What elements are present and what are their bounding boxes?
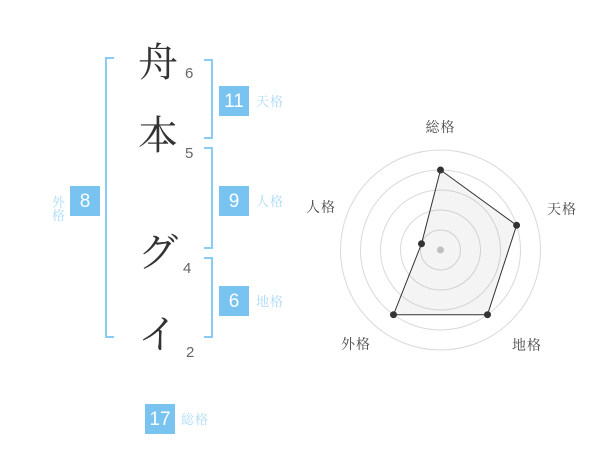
radar-data-point bbox=[484, 311, 491, 318]
gaikaku-value-badge: 8 bbox=[70, 186, 100, 216]
radar-axis-label-5: 人格 bbox=[306, 199, 336, 215]
tenkaku-bracket bbox=[204, 59, 213, 139]
radar-data-point bbox=[418, 240, 425, 247]
radar-axis-label-4: 外格 bbox=[341, 336, 371, 352]
name-char-4: イ bbox=[138, 313, 178, 357]
tenkaku-label: 天格 bbox=[256, 94, 285, 109]
stroke-count-4: 2 bbox=[186, 344, 195, 361]
radar-data-polygon bbox=[394, 170, 517, 315]
stroke-count-3: 4 bbox=[183, 260, 192, 277]
tenkaku-value-badge: 11 bbox=[219, 86, 249, 116]
radar-center-dot bbox=[437, 247, 444, 254]
jinkaku-label: 人格 bbox=[256, 194, 285, 209]
soukaku-label: 総格 bbox=[181, 412, 210, 427]
chikaku-bracket bbox=[204, 257, 213, 338]
radar-chart-container bbox=[295, 110, 595, 370]
radar-data-point bbox=[437, 167, 444, 174]
radar-data-point bbox=[513, 222, 520, 229]
soukaku-value-badge: 17 bbox=[145, 404, 175, 434]
name-char-1: 舟 bbox=[138, 41, 178, 85]
jinkaku-bracket bbox=[204, 147, 213, 249]
stroke-count-2: 5 bbox=[185, 145, 194, 162]
radar-axis-label-3: 地格 bbox=[512, 337, 542, 353]
stroke-count-1: 6 bbox=[185, 65, 194, 82]
chikaku-label: 地格 bbox=[256, 294, 285, 309]
radar-axis-label-2: 天格 bbox=[547, 201, 577, 217]
jinkaku-value-badge: 9 bbox=[219, 186, 249, 216]
chikaku-value-badge: 6 bbox=[219, 286, 249, 316]
radar-data-point bbox=[390, 311, 397, 318]
name-char-3: グ bbox=[138, 231, 178, 275]
gaikaku-bracket bbox=[105, 57, 114, 338]
radar-chart bbox=[295, 110, 595, 370]
gaikaku-label: 外格 bbox=[51, 195, 66, 223]
name-char-2: 本 bbox=[138, 114, 178, 158]
radar-axis-label-1: 総格 bbox=[425, 119, 456, 135]
